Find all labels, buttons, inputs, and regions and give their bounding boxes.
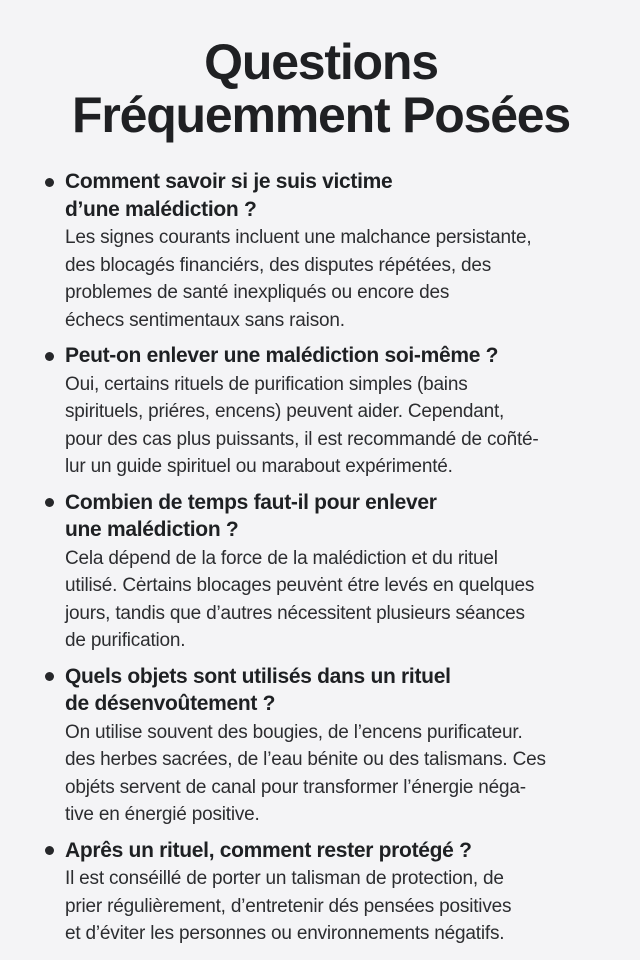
faq-answer-line: tive en énergié positive.	[65, 804, 260, 825]
faq-question-line: Combien de temps faut-il pour enlever	[65, 490, 437, 514]
faq-answer-line: des herbes sacrées, de l’eau bénite ou des talismans. Ces	[65, 749, 546, 770]
faq-item	[40, 342, 602, 481]
faq-answer	[65, 719, 602, 829]
faq-answer-line: prier régulièrement, d’entretenir dés pensées positives	[65, 895, 512, 917]
faq-answer-line: problemes de santé inexpliqués ou encore des	[65, 282, 450, 303]
faq-answer	[65, 865, 602, 948]
faq-answer-line: lur un guide spirituel ou marabout expérimenté.	[65, 456, 453, 477]
faq-answer	[65, 545, 602, 655]
faq-item	[40, 663, 602, 829]
faq-answer-line: jours, tandis que d’autres nécessitent plusieurs séances	[65, 602, 525, 624]
faq-answer-line: Cela dépend de la force de la malédiction et du rituel	[65, 547, 498, 569]
faq-answer-line: Oui, certains rituels de purification simples (bains	[65, 373, 468, 395]
faq-answer-line: de purification.	[65, 630, 186, 651]
faq-answer-line: Il est conséillé de porter un talisman de protection, de	[65, 868, 504, 889]
bullet-icon	[45, 352, 54, 361]
faq-question	[65, 663, 602, 718]
faq-answer-line: des blocagés financiérs, des disputes répétées, des	[65, 254, 492, 276]
faq-list	[40, 168, 602, 948]
faq-question-line: Comment savoir si je suis victime	[65, 170, 393, 193]
faq-item	[40, 168, 602, 334]
faq-question	[65, 489, 602, 544]
faq-question-line: Peut-on enlever une malédiction soi-même ?	[65, 344, 499, 367]
faq-answer-line: pour des cas plus puissants, il est recommandé de coñté-	[65, 428, 539, 450]
faq-item	[40, 837, 602, 948]
faq-item	[40, 489, 602, 655]
faq-question-line: Aprês un rituel, comment rester protégé ?	[65, 838, 472, 862]
faq-answer-line: objéts servent de canal pour transformer l’énergie néga-	[65, 776, 526, 798]
faq-question	[65, 168, 602, 223]
faq-answer	[65, 224, 602, 334]
faq-answer-line: et d’éviter les personnes ou environnements négatifs.	[65, 923, 505, 944]
page-title-line2: Fréquemment Posées	[71, 87, 571, 143]
faq-question-line: de désenvoûtement ?	[65, 692, 276, 715]
faq-answer-line: spirituels, priéres, encens) peuvent aider. Cependant,	[65, 401, 505, 422]
faq-question	[65, 837, 602, 865]
bullet-icon	[45, 178, 54, 187]
faq-question	[65, 342, 602, 370]
faq-question-line: d’une malédiction ?	[65, 197, 257, 221]
bullet-icon	[45, 498, 54, 507]
faq-answer-line: On utilise souvent des bougies, de l’encens purificateur.	[65, 721, 523, 743]
page-title-line1: Questions	[204, 34, 438, 90]
faq-question-line: Quels objets sont utilisés dans un rituel	[65, 664, 451, 688]
bullet-icon	[45, 846, 54, 855]
faq-answer-line: Les signes courants incluent une malchance persistante,	[65, 227, 532, 248]
page-title	[40, 36, 602, 142]
faq-answer-line: échecs sentimentaux sans raison.	[65, 309, 345, 331]
bullet-icon	[45, 672, 54, 681]
faq-answer	[65, 371, 602, 481]
faq-answer-line: utilisé. Cėrtains blocages peuvėnt étre levés en quelques	[65, 575, 535, 596]
faq-question-line: une malédiction ?	[65, 518, 239, 541]
